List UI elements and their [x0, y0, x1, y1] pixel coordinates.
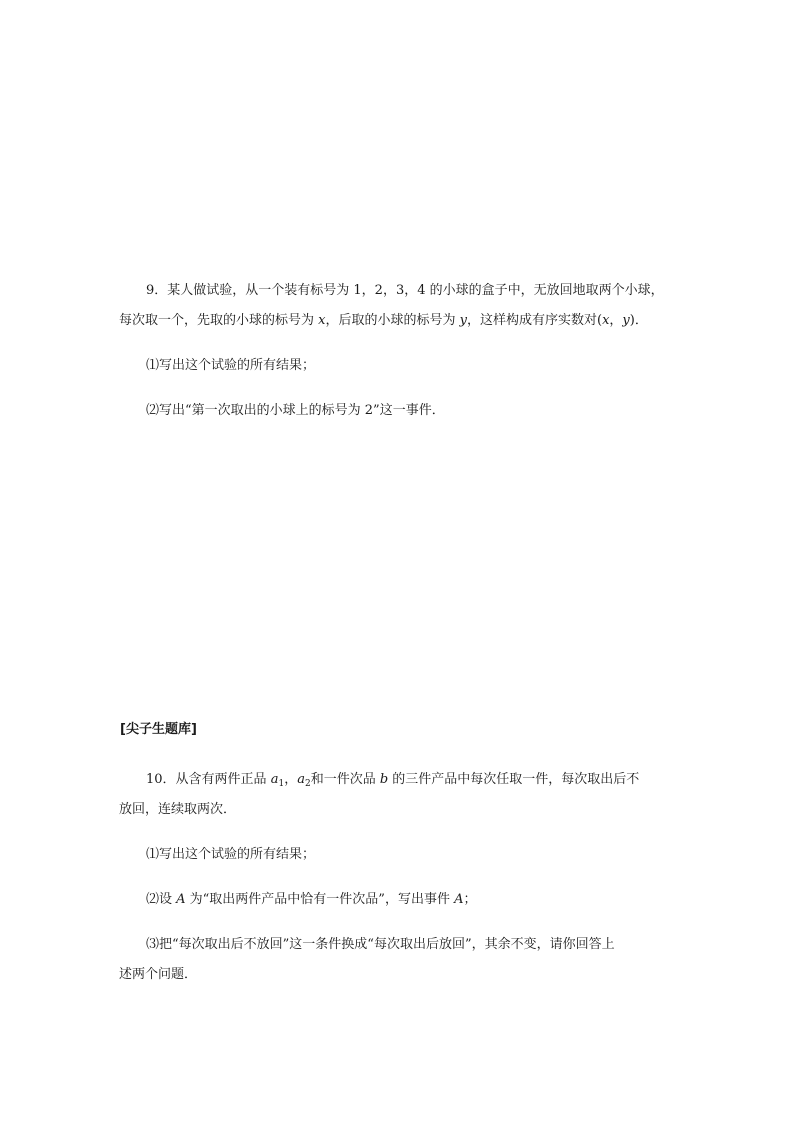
q10-var-A-2: A — [454, 892, 464, 907]
q9-sub-2 — [146, 402, 445, 420]
q9-line-1 — [146, 282, 664, 300]
q9-line-2-part-c: ，这样构成有序实数对( — [466, 313, 603, 328]
q10-var-A-1: A — [176, 892, 186, 907]
q10-a1-sub: 1 — [278, 779, 285, 789]
q9-pair-sep: ， — [609, 313, 623, 328]
q10-line-1 — [146, 771, 639, 789]
q9-line-1-text: 9．某人做试验，从一个装有标号为 1，2，3，4 的小球的盒子中，无放回地取两个小球， — [146, 283, 664, 298]
q10-a2-base: a — [297, 772, 305, 787]
q10-line-1-part-a: 10．从含有两件正品 — [146, 772, 271, 787]
q10-sub-2 — [146, 891, 477, 909]
q10-line-1-part-b: 和一件次品 — [310, 772, 380, 787]
q10-sub-2-part-c: ； — [463, 892, 477, 907]
q10-sub-2-part-a: ⑵设 — [146, 892, 177, 907]
q10-line-2 — [119, 801, 236, 819]
q10-sep: ， — [284, 772, 298, 787]
q9-line-2 — [119, 312, 648, 330]
q10-var-b: b — [379, 772, 389, 787]
q9-sub-1 — [146, 357, 315, 375]
q10-a2-sub: 2 — [304, 779, 311, 789]
q10-sub-2-part-b: 为“取出两件产品中恰有一件次品”，写出事件 — [185, 892, 455, 907]
q10-sub-3-line-1 — [146, 936, 615, 954]
q9-line-2-part-a: 每次取一个，先取的小球的标号为 — [119, 313, 319, 328]
q9-var-x: x — [318, 313, 326, 328]
q10-sub-1-text: ⑴写出这个试验的所有结果； — [146, 847, 316, 862]
q10-sub-3-line-1-text: ⑶把“每次取出后不放回”这一条件换成“每次取出后放回”，其余不变，请你回答上 — [146, 937, 615, 952]
q9-var-y: y — [459, 313, 467, 328]
q9-sub-2-text: ⑵写出“第一次取出的小球上的标号为 2”这一事件． — [146, 403, 445, 418]
section-title: [尖子生题库] — [120, 722, 197, 737]
q9-line-2-part-b: ，后取的小球的标号为 — [325, 313, 460, 328]
q10-line-1-part-c: 的三件产品中每次任取一件，每次取出后不 — [388, 772, 640, 787]
q9-line-2-part-d: )． — [629, 313, 648, 328]
q10-line-2-text: 放回，连续取两次． — [119, 802, 237, 817]
q9-pair-x: x — [602, 313, 610, 328]
q9-pair-y: y — [622, 313, 630, 328]
q10-sub-1 — [146, 846, 315, 864]
q10-sub-3-line-2-text: 述两个问题． — [119, 967, 198, 982]
q10-sub-3-line-2 — [119, 966, 197, 984]
q9-sub-1-text: ⑴写出这个试验的所有结果； — [146, 358, 316, 373]
q10-a1-base: a — [270, 772, 279, 787]
